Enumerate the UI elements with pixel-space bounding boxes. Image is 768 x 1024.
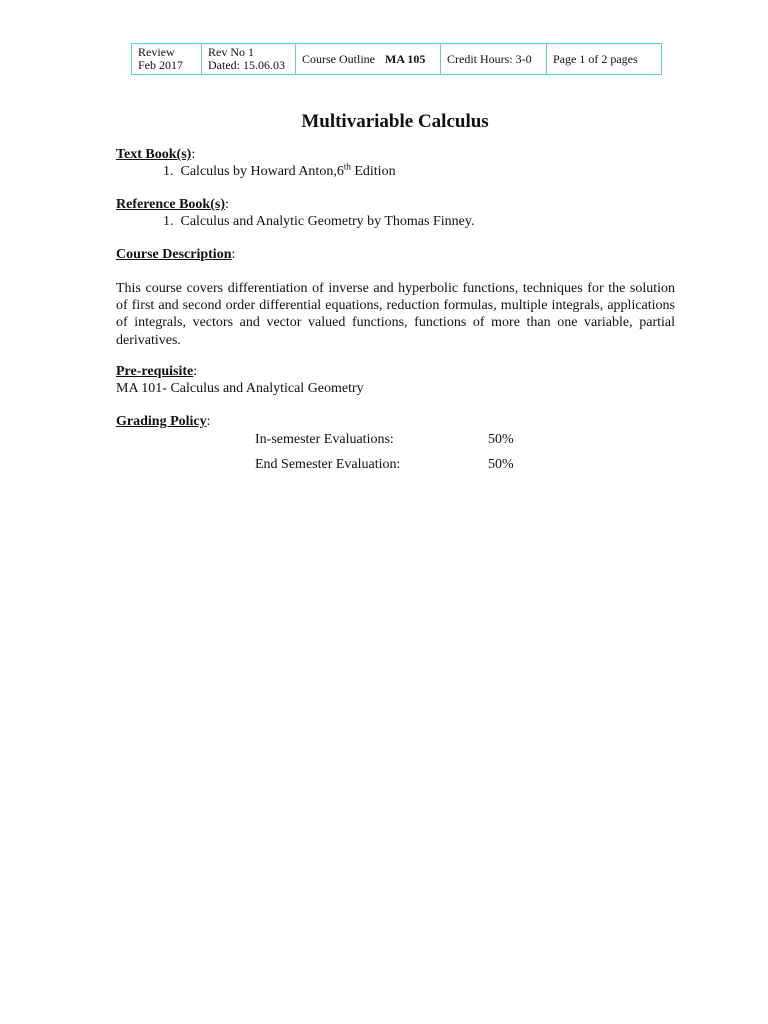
text-book-edition: Edition — [350, 164, 396, 179]
list-number: 1. — [163, 164, 174, 179]
reference-book-title: Calculus and Analytic Geometry by Thomas Finney. — [180, 214, 475, 229]
revision-number: Rev No 1 — [208, 45, 254, 59]
course-description-heading: Course Description — [116, 247, 232, 262]
document-header-table — [131, 43, 662, 75]
review-cell — [132, 44, 202, 75]
text-book-item — [163, 161, 396, 180]
text-book-title: Calculus by Howard Anton,6 — [180, 164, 344, 179]
grading-row-label: In-semester Evaluations: — [255, 432, 394, 447]
review-label: Review — [138, 45, 175, 59]
course-description-heading-line: Course Description: — [116, 247, 236, 262]
course-description-body: This course covers differentiation of inverse and hyperbolic functions, techniques for the solution of first and second order differential equations, reduction formulas, multiple integrals, applications of integrals, vectors and vector valued functions, functions of more than one variable, partial derivatives. — [116, 281, 675, 348]
list-number: 1. — [163, 214, 174, 229]
grading-row-value: 50% — [488, 457, 514, 472]
document-title: Multivariable Calculus — [301, 111, 489, 132]
course-outline-cell — [296, 44, 441, 75]
text-books-heading: Text Book(s) — [116, 147, 192, 162]
revision-date: Dated: 15.06.03 — [208, 58, 285, 72]
grading-row-label: End Semester Evaluation: — [255, 457, 401, 472]
course-code: MA 105 — [385, 51, 426, 66]
prerequisite-heading: Pre-requisite — [116, 364, 194, 379]
grading-row-value: 50% — [488, 432, 514, 447]
page-info-cell: Page 1 of 2 pages — [547, 44, 662, 75]
prerequisite-body: MA 101- Calculus and Analytical Geometry — [116, 381, 364, 396]
review-date: Feb 2017 — [138, 58, 183, 72]
reference-books-heading: Reference Book(s) — [116, 197, 225, 212]
revision-cell — [202, 44, 296, 75]
course-outline-label: Course Outline — [302, 51, 375, 66]
reference-books-heading-line: Reference Book(s): — [116, 197, 229, 212]
text-books-heading-line: Text Book(s): — [116, 147, 196, 162]
edition-suffix: th — [343, 161, 351, 172]
credit-hours-cell: Credit Hours: 3-0 — [441, 44, 547, 75]
prerequisite-heading-line: Pre-requisite: — [116, 364, 198, 379]
reference-book-item — [163, 214, 474, 230]
grading-policy-heading-line: Grading Policy: — [116, 414, 211, 429]
grading-policy-heading: Grading Policy — [116, 414, 207, 429]
